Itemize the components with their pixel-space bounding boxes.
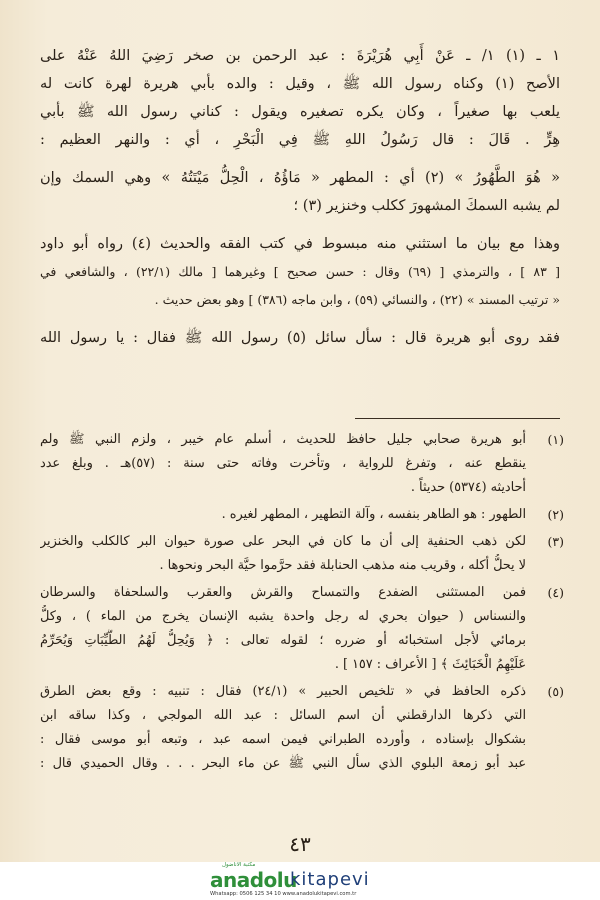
footnote-number: (٥) [547,684,564,699]
footnote-line: ينقطع عنه ، وتفرغ للرواية ، وتأخرت وفاته حتى سنة : (٥٧)هـ . وبلغ عدد [40,456,526,471]
footnote-line: لكن ذهب الحنفية إلى أن ما كان في البحر على صورة حيوان البر كالكلب والخنزير [40,534,526,549]
footnotes [40,428,564,779]
footnote-line: عَلَيْهِمُ الْخَبَائِثَ ﴾ [ الأعراف : ١٥٧ ] . [334,657,526,672]
main-text [40,42,560,352]
footnote-line: والنسناس ( حيوان بحري له رجل واحدة يشبه الإنسان يخرج من الماء ) ، وكلُّ [40,609,526,624]
footnote [40,530,564,578]
footnote-line: الطهور : هو الطاهر بنفسه ، وآلة التطهير ، المطهر لغيره . [221,507,526,522]
publisher-footer [0,862,600,900]
text-line: [ ٨٣ ] ، والترمذي [ (٦٩) وقال : حسن صحيح ] وغيرهما [ مالك (٢٢/١) ، والشافعي في [40,264,560,279]
logo-brand: anadolu [210,868,297,892]
footnote [40,428,564,500]
footnote-line: بشكوال بإسناده ، وأورده الطبراني فيمن اسمه عبد ، وتبعه أبو موسى فقال : [40,732,526,747]
text-line: الأصح (١) وكناه رسول الله ﷺ ، وقيل : والده بأبي هريرة لهرة كانت له [40,76,560,92]
footnote [40,503,564,527]
footnote-line: أحاديثه (٥٣٧٤) حديثاً . [410,480,526,495]
text-line: يلعب بها صغيراً ، وكان يكره تصغيره ويقول : كناني رسول الله ﷺ بأبي [40,104,560,120]
footnote [40,680,564,776]
footnote-line: برمائي لأجل استخبائه أو ضرره ؛ لقوله تعالى : ﴿ وَيُحِلُّ لَهُمُ الطَّيِّبَاتِ وَيُحَرِّمُ [40,633,526,648]
text-line: ١ ـ (١) ١/ ـ عَنْ أَبِي هُرَيْرَةَ : عبد الرحمن بن صخر رَضِيَ اللهُ عَنْهُ على [40,48,560,64]
footnote-line: فمن المستثنى الضفدع والتمساح والقرش والعقرب والسلحفاة والسرطان [40,585,526,600]
footnote [40,581,564,677]
text-line: « ترتيب المسند » (٢٢) ، والنسائي (٥٩) ، وابن ماجه (٣٨٦) ] وهو بعض حديث . [154,292,560,307]
footnote-number: (١) [547,432,564,447]
footnote-line: لا يحلُّ أكله ، وقريب منه مذهب الحنابلة فقد حرَّموا حيَّة البحر ونحوها . [159,558,526,573]
footnote-line: أبو هريرة صحابي جليل حافظ للحديث ، أسلم عام خيبر ، ولزم النبي ﷺ ولم [40,432,526,447]
text-line: هِرٍّ . قَالَ : قال رَسُولُ اللهِ ﷺ فِي الْبَحْرِ ، أي : والنهر العظيم : [40,132,560,148]
page-number: ٤٣ [289,832,311,856]
text-line: وهذا مع بيان ما استثني منه مبسوط في كتب الفقه والحديث (٤) رواه أبو داود [40,236,560,252]
logo-name: kitapevi [290,869,370,890]
text-line: فقد روى أبو هريرة قال : سأل سائل (٥) رسول الله ﷺ فقال : يا رسول الله [40,330,560,346]
publisher-logo[interactable] [210,864,410,898]
footnote-number: (٣) [547,534,564,549]
footnote-line: ذكره الحافظ في « تلخيص الحبير » (٢٤/١) فقال : تنبيه : وقع بعض الطرق [40,684,526,699]
footnote-line: التي ذكرها الدارقطني أن اسم السائل : عبد الله المولجي ، وكذا ساقه ابن [40,708,526,723]
text-line: « هُوَ الطَّهُورُ » (٢) أي : المطهر « مَاؤُهُ ، الْحِلُّ مَيْتَتُهُ » وهي السمك وإن [40,170,560,186]
footnote-number: (٤) [547,585,564,600]
footnote-line: عبد أبو زمعة البلوي الذي سأل النبي ﷺ عن ماء البحر . . . وقال الحميدي قال : [40,756,526,771]
logo-contact: Whatsapp: 0506 125 34 10 www.anadolukitapevi.com.tr [210,891,357,897]
footnote-divider [355,418,560,419]
footnote-number: (٢) [547,507,564,522]
text-line: لم يشبه السمكَ المشهورَ ككلب وخنزير (٣) ؛ [293,198,560,214]
logo-tagline: مكتبة الاناضول [222,862,256,868]
